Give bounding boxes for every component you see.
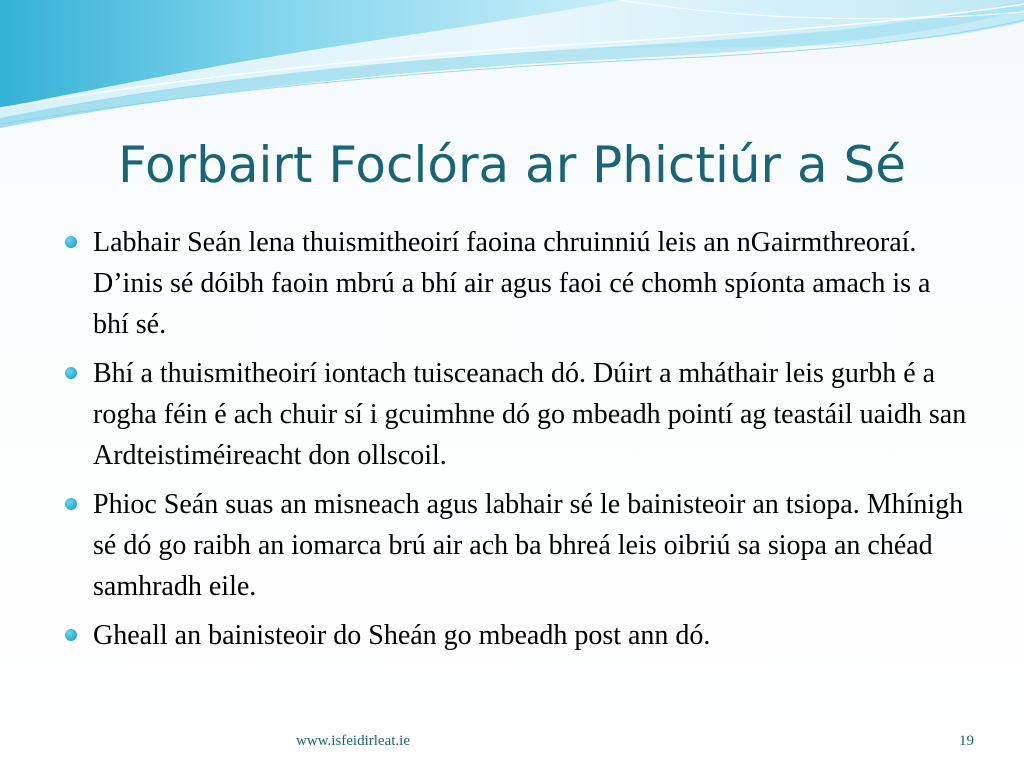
bullet-text: Labhair Seán lena thuismitheoirí faoina chruinniú leis an nGairmthreoraí. D’inis sé dóibh faoin mbrú a bhí air agus faoi cé chomh spíonta amach is a bhí sé. (93, 227, 931, 340)
bullet-item (60, 353, 970, 476)
bullet-dot-icon (65, 629, 77, 641)
bullet-dot-icon (65, 236, 77, 248)
bullet-item (60, 222, 970, 345)
bullet-item (60, 615, 970, 656)
bullet-dot-icon (65, 367, 77, 379)
slide-title: Forbairt Foclóra ar Phictiúr a Sé (117, 136, 907, 194)
footer-website-link[interactable]: www.isfeidirleat.ie (296, 733, 410, 749)
header-waves-decoration (0, 0, 1024, 140)
bullet-text: Gheall an bainisteoir do Sheán go mbeadh post ann dó. (93, 620, 711, 651)
bullet-dot-icon (65, 498, 77, 510)
bullet-list (60, 222, 970, 664)
bullet-item (60, 484, 970, 607)
bullet-text: Bhí a thuismitheoirí iontach tuisceanach dó. Dúirt a mháthair leis gurbh é a rogha féin é ach chuir sí i gcuimhne dó go mbeadh pointí ag teastáil uaidh san Ardteistiméireacht don ollscoil. (93, 358, 967, 471)
bullet-text: Phioc Seán suas an misneach agus labhair sé le bainisteoir an tsiopa. Mhínigh sé dó go raibh an iomarca brú air ach ba bhreá leis oibriú sa siopa an chéad samhradh eile. (93, 489, 964, 602)
slide-number: 19 (959, 733, 974, 749)
